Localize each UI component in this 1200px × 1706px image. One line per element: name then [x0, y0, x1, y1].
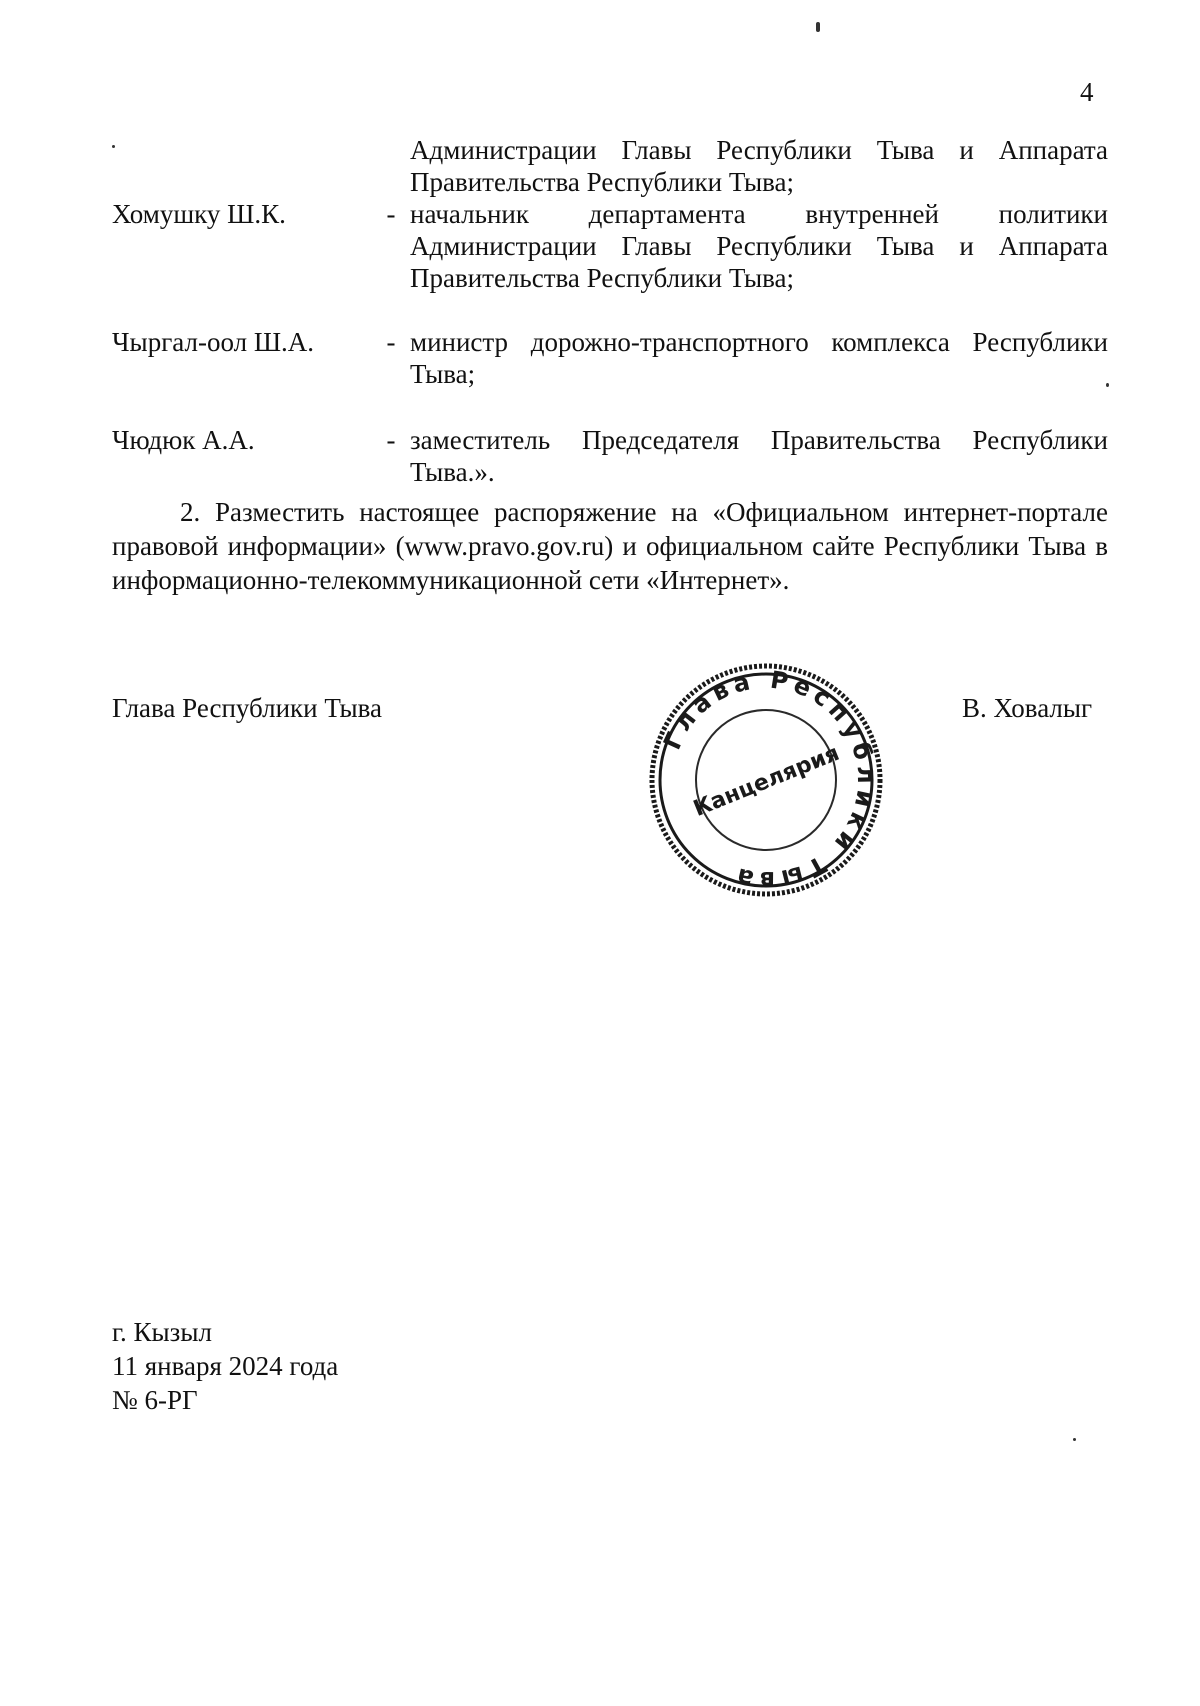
member-dash: - [386, 199, 396, 229]
member-role: министр дорожно-транспортного комплекса Республики Тыва; [410, 327, 1108, 389]
scan-speck [816, 22, 820, 32]
footer-date: 11 января 2024 года [112, 1351, 339, 1381]
official-stamp [646, 660, 886, 900]
signatory-name: В. Ховалыг [962, 693, 1093, 723]
member-name: Чыргал-оол Ш.А. [112, 327, 315, 357]
scan-speck [1073, 1438, 1076, 1441]
member-role: начальник департамента внутренней политики Администрации Главы Республики Тыва и Аппарата Правительства Республики Тыва; [410, 199, 1108, 293]
member-dash: - [386, 425, 396, 455]
member-name: Хомушку Ш.К. [112, 199, 286, 229]
document-footer [112, 1315, 338, 1417]
paragraph-publish: 2. Разместить настоящее распоряжение на «Официальном интернет-портале правовой информации» (www.pravo.gov.ru) и официальном сайте Республики Тыва в информационно-телекоммуникационной сети «Интернет». [112, 497, 1108, 595]
page-number: 4 [1080, 77, 1094, 107]
stamp-center-text: Канцелярия [690, 740, 844, 822]
member-row [112, 198, 1108, 294]
member-name: Чюдюк А.А. [112, 425, 255, 455]
member-role: заместитель Председателя Правительства Республики Тыва.». [410, 425, 1108, 487]
footer-number: № 6-РГ [112, 1385, 198, 1415]
member-row [112, 326, 1108, 390]
scan-speck [1106, 383, 1109, 387]
members-list [112, 134, 1108, 488]
stamp-ring-text: Глава Республики Тыва [657, 665, 881, 895]
scan-speck [112, 145, 115, 148]
member-row [112, 424, 1108, 488]
signatory-title: Глава Республики Тыва [112, 693, 383, 723]
footer-city: г. Кызыл [112, 1317, 212, 1347]
member-dash: - [386, 327, 396, 357]
member-role: Администрации Главы Республики Тыва и Аппарата Правительства Республики Тыва; [410, 135, 1108, 197]
member-row [112, 134, 1108, 198]
